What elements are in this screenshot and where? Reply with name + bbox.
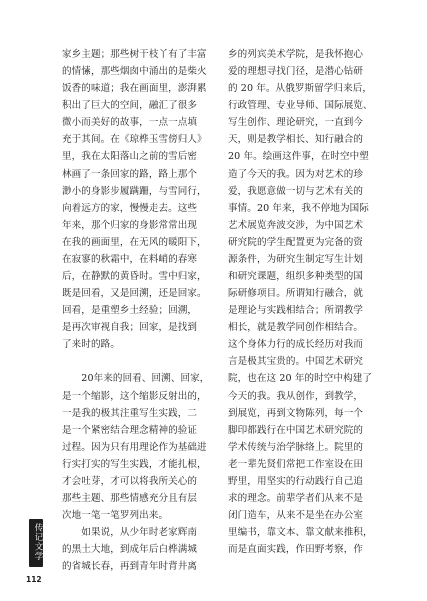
text-line: 的 20 年。从俄罗斯留学归来后， bbox=[228, 83, 373, 95]
left-text-column bbox=[62, 46, 212, 575]
text-line: 而是直面实践，作田野考察，作 bbox=[228, 544, 364, 556]
text-line: 行政管理、专业导师、国际展览、 bbox=[228, 100, 373, 112]
right-text-column bbox=[228, 46, 380, 558]
text-line: 了来时的路。 bbox=[62, 339, 120, 351]
section-label: 传记文学 bbox=[33, 523, 43, 561]
text-line: 际研修项目。所谓知行融合，就 bbox=[228, 288, 364, 300]
text-line: 一是我的极其注重写生实践，二 bbox=[62, 407, 198, 419]
text-line: 的黑土大地，到成年后白桦满城 bbox=[62, 544, 198, 556]
text-line: 学术传统与治学脉络上。院里的 bbox=[228, 441, 364, 453]
text-line: 天，则是教学相长、知行融合的 bbox=[228, 134, 364, 146]
text-line: 年来，那个归家的身影常常出现 bbox=[62, 219, 198, 231]
text-line: 研究院的学生配置更为完备的资 bbox=[228, 236, 364, 248]
text-line: 到展览，再到文物陈列，每一个 bbox=[228, 407, 364, 419]
text-line: 20 年。绘画这件事，在时空中塑 bbox=[228, 151, 369, 163]
text-line: 饭香的味道；我在画面里，澎湃累 bbox=[62, 83, 207, 95]
text-line: 言是极其宝贵的。中国艺术研究 bbox=[228, 356, 364, 368]
text-line: 那些主题、那些情感充分且有层 bbox=[62, 493, 198, 505]
text-line: 院，也在这 20 年的时空中构建了 bbox=[228, 373, 373, 385]
text-line: 微小而美好的故事，一点一点填 bbox=[62, 117, 198, 129]
text-line: 的情愫，那些烟囱中涌出的是柴火 bbox=[62, 66, 207, 78]
text-line: 里编书，靠文本、靠文献来推积， bbox=[228, 527, 373, 539]
text-line: 的省城长春，再到青年时背井离 bbox=[62, 561, 198, 573]
text-line: 家乡主题；那些树干枝丫有了丰富 bbox=[62, 49, 207, 60]
text-line: 写生创作、理论研究，一直到今 bbox=[228, 117, 364, 129]
text-line: 这个身体力行的成长经历对我而 bbox=[228, 339, 364, 351]
text-line: 林画了一条回家的路，路上那个 bbox=[62, 168, 198, 180]
text-line: 艺术展览奔波交涉，为中国艺术 bbox=[228, 219, 364, 231]
text-line: 野里，用坚实的行动践行自己追 bbox=[228, 475, 364, 487]
text-line: 里，我在太阳落山之前的雪后密 bbox=[62, 151, 198, 163]
text-line: 相长，就是教学同创作相结合。 bbox=[228, 322, 364, 334]
text-line: 渺小的身影步履蹒跚，与雪同行， bbox=[62, 185, 207, 197]
text-line: 闭门造车，从来不是坐在办公室 bbox=[228, 510, 364, 522]
text-line: 过程。因为只有用理论作为基础进 bbox=[62, 441, 207, 453]
text-line: 向着远方的家，慢慢走去。这些 bbox=[62, 202, 198, 214]
text-line: 今天的我。我从创作，到教学， bbox=[228, 390, 364, 402]
text-line: 既是回看，又是回溯，还是回家。 bbox=[62, 288, 207, 300]
text-line: 是再次审视自我；回家，是找到 bbox=[62, 322, 198, 334]
text-line: 乡的列宾美术学院，是我怀抱心 bbox=[228, 49, 364, 60]
text-line bbox=[62, 353, 212, 370]
text-line: 造了今天的我。因为对艺术的珍 bbox=[228, 168, 364, 180]
page-number: 112 bbox=[26, 575, 42, 584]
text-line: 如果说，从少年时老家辉南 bbox=[62, 527, 198, 539]
text-line: 是一个缩影，这个缩影反射出的， bbox=[62, 390, 207, 402]
text-line: 和研究课题，组织多种类型的国 bbox=[228, 271, 364, 283]
text-line: 在我的画面里，在无风的暖阳下， bbox=[62, 236, 207, 248]
text-line: 事情。20 年来，我不停地为国际 bbox=[228, 202, 369, 214]
text-line: 求的理念。前辈学者们从来不是 bbox=[228, 493, 364, 505]
text-line: 是理论与实践相结合；所谓教学 bbox=[228, 305, 364, 317]
text-line: 爱的理想寻找门径，是潜心钻研 bbox=[228, 66, 364, 78]
text-line: 才会吐芽，才可以将我所关心的 bbox=[62, 475, 198, 487]
text-line: 20年来的回看、回溯、回家， bbox=[62, 373, 210, 385]
text-line: 积出了巨大的空间，融汇了很多 bbox=[62, 100, 198, 112]
text-line: 后，在静默的黄昏时。雪中归家， bbox=[62, 271, 207, 283]
text-line: 脚印都践行在中国艺术研究院的 bbox=[228, 424, 364, 436]
text-line: 是一个紧密结合理念精神的验证 bbox=[62, 424, 198, 436]
text-line: 爱，我愿意做一切与艺术有关的 bbox=[228, 185, 364, 197]
text-line: 充于其间。在《琼桦玉雪傍归人》 bbox=[62, 134, 207, 146]
text-line: 次地一笔一笔罗列出来。 bbox=[62, 510, 169, 522]
text-line: 源条件，为研究生制定写生计划 bbox=[228, 253, 364, 265]
text-line: 在寂寥的秋霜中，在料峭的春寒 bbox=[62, 253, 198, 265]
text-line: 行实打实的写生实践，才能扎根， bbox=[62, 458, 207, 470]
section-label-tab bbox=[29, 519, 43, 567]
text-line: 老一辈先贤们常把工作室设在田 bbox=[228, 458, 364, 470]
text-line: 回看，是重塑乡土经验；回溯， bbox=[62, 305, 198, 317]
